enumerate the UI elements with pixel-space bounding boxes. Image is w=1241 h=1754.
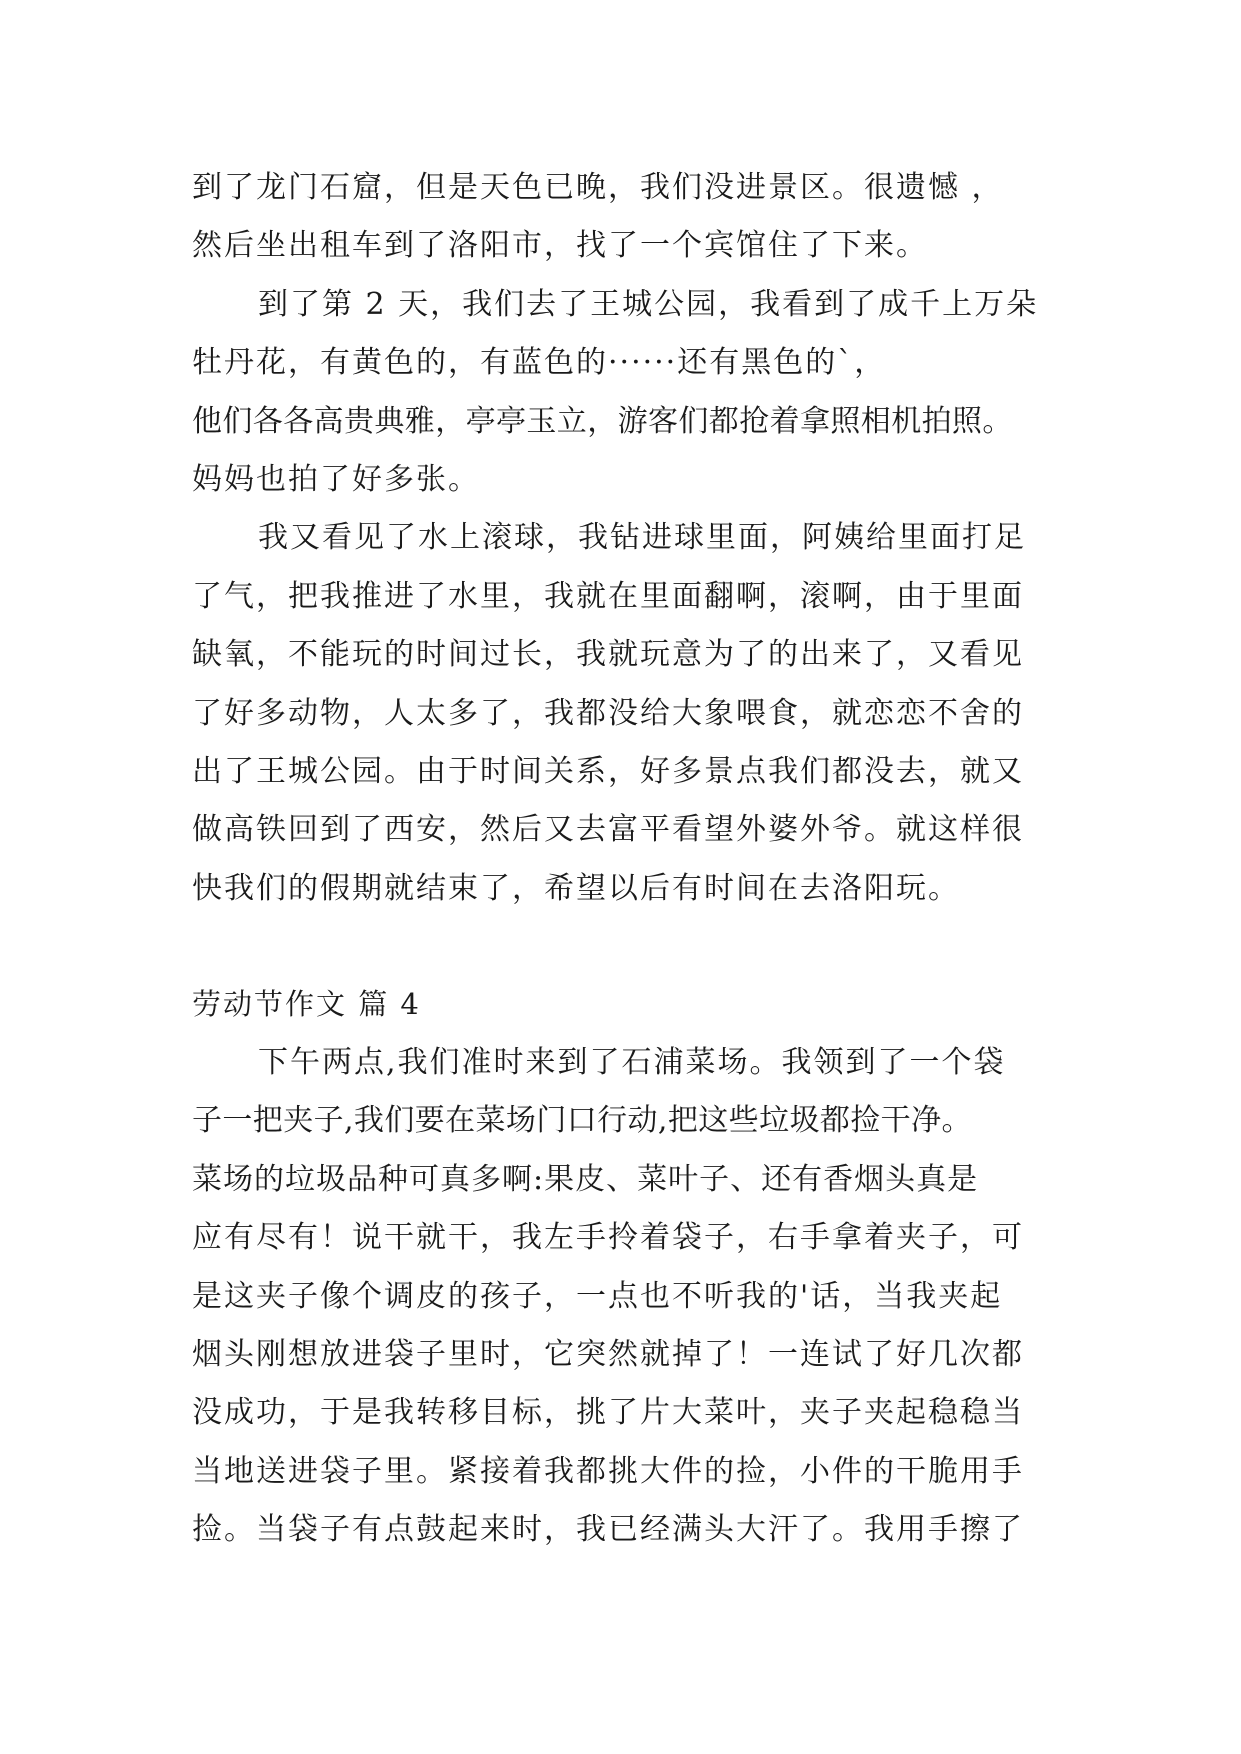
text-line: 到了龙门石窟，但是天色已晚，我们没进景区。很遗憾 ，	[192, 170, 1004, 205]
text-line: 快我们的假期就结束了，希望以后有时间在去洛阳玩。	[192, 870, 960, 906]
text-line: 他们各各高贵典雅，亭亭玉立，游客们都抢着拿照相机拍照。	[192, 403, 1013, 439]
text-line: 了好多动物，人太多了，我都没给大象喂食，就恋恋不舍的	[192, 695, 1024, 731]
essay-section-2	[192, 1034, 1062, 1560]
paragraph-start-line: 到了第 2 天，我们去了王城公园，我看到了成千上万朵	[258, 286, 1039, 322]
text-line: 子一把夹子,我们要在菜场门口行动,把这些垃圾都捡干净。	[192, 1103, 972, 1139]
text-line: 没成功，于是我转移目标，挑了片大菜叶，夹子夹起稳稳当	[192, 1395, 1024, 1431]
text-line: 出了王城公园。由于时间关系，好多景点我们都没去，就又	[192, 753, 1024, 789]
text-line: 做高铁回到了西安，然后又去富平看望外婆外爷。就这样很	[192, 812, 1024, 848]
paragraph-start-line: 下午两点,我们准时来到了石浦菜场。我领到了一个袋	[258, 1045, 1006, 1080]
text-line: 应有尽有！说干就干，我左手拎着袋子，右手拿着夹子，可	[192, 1220, 1024, 1256]
text-line: 烟头刚想放进袋子里时，它突然就掉了！一连试了好几次都	[192, 1336, 1024, 1372]
text-line: 缺氧，不能玩的时间过长，我就玩意为了的出来了，又看见	[192, 637, 1024, 673]
text-line: 当地送进袋子里。紧接着我都挑大件的捡，小件的干脆用手	[192, 1453, 1024, 1489]
essay-section-1	[192, 159, 1062, 918]
text-line: 妈妈也拍了好多张。	[192, 461, 480, 497]
text-line: 牡丹花，有黄色的，有蓝色的······还有黑色的`，	[192, 345, 887, 381]
section-heading: 劳动节作文 篇 4	[192, 987, 421, 1021]
text-line: 然后坐出租车到了洛阳市，找了一个宾馆住了下来。	[192, 228, 928, 264]
paragraph-start-line: 我又看见了水上滚球，我钻进球里面，阿姨给里面打足	[258, 520, 1026, 556]
text-line: 了气，把我推进了水里，我就在里面翻啊，滚啊，由于里面	[192, 578, 1024, 614]
text-line: 是这夹子像个调皮的孩子，一点也不听我的'话，当我夹起	[192, 1278, 1003, 1314]
text-line: 菜场的垃圾品种可真多啊:果皮、菜叶子、还有香烟头真是	[192, 1161, 979, 1197]
text-line: 捡。当袋子有点鼓起来时，我已经满头大汗了。我用手擦了	[192, 1512, 1024, 1548]
